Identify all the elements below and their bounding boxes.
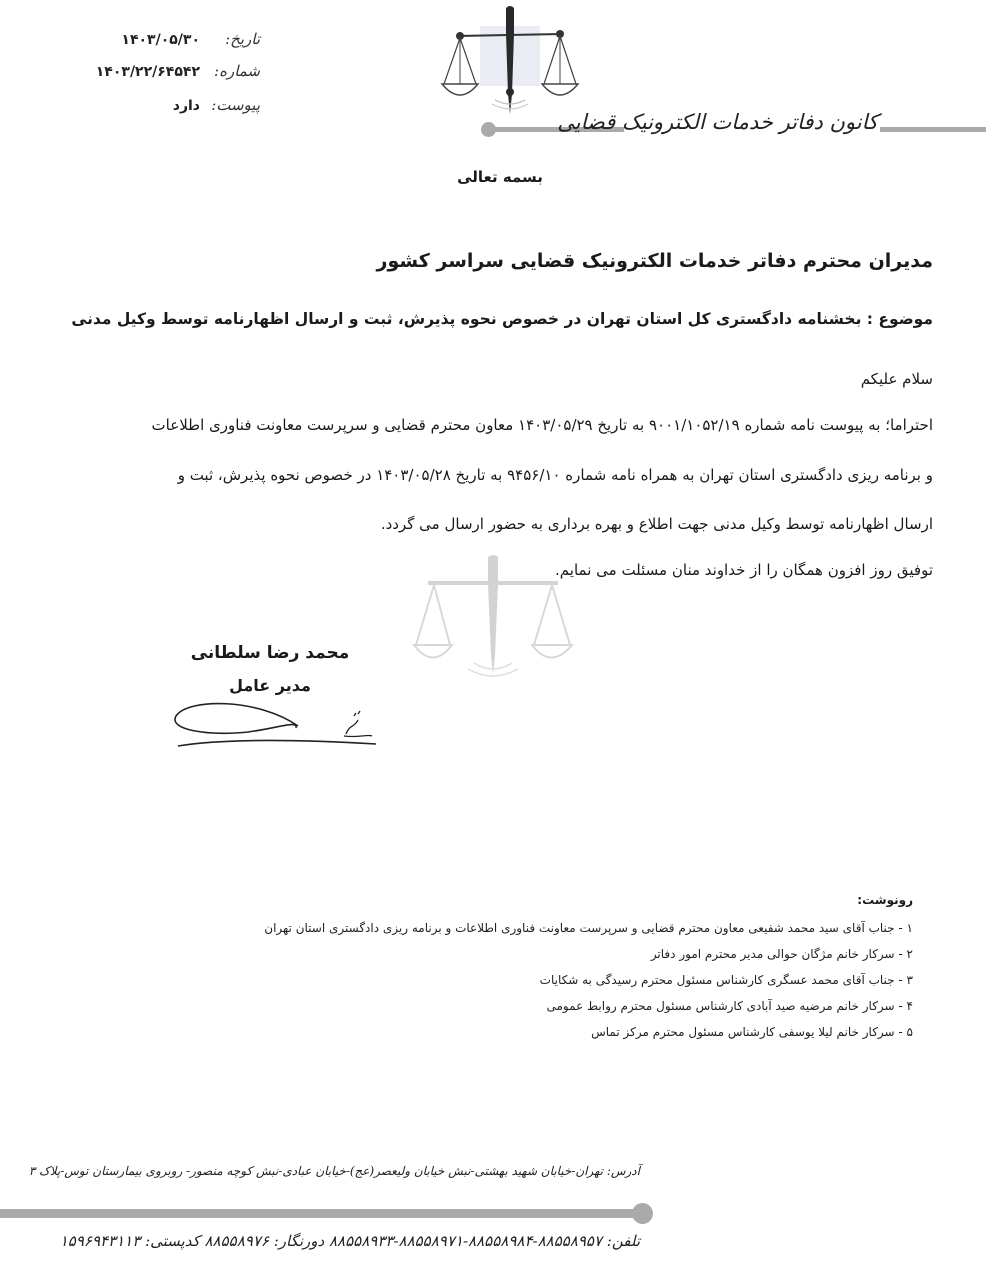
number-row bbox=[66, 62, 260, 80]
signer-title: مدیر عامل bbox=[229, 676, 311, 695]
attachment-row bbox=[140, 96, 260, 114]
cc-item: ۳ - جناب آقای محمد عسگری کارشناس مسئول محترم رسیدگی به شکایات bbox=[539, 973, 913, 987]
footer-rule-dot bbox=[632, 1203, 653, 1224]
cc-title: رونوشت: bbox=[857, 893, 913, 907]
attachment-label: پیوست: bbox=[211, 96, 260, 114]
header-rule-right bbox=[880, 127, 986, 132]
letter-recipient: مدیران محترم دفاتر خدمات الکترونیک قضایی سراسر کشور bbox=[376, 250, 933, 272]
letter-greeting: سلام علیکم bbox=[860, 370, 933, 388]
footer-address: آدرس: تهران-خیابان شهید بهشتی-نبش خیابان ولیعصر(عج)-خیابان عبادی-نبش کوچه منصور- روبروی بیمارستان توس-پلاک ۳ bbox=[28, 1164, 640, 1178]
cc-item: ۴ - سرکار خانم مرضیه صید آبادی کارشناس مسئول محترم روابط عمومی bbox=[546, 999, 913, 1013]
signer-name: محمد رضا سلطانی bbox=[190, 643, 350, 663]
letter-body-line: و برنامه ریزی دادگستری استان تهران به همراه نامه شماره ۹۴۵۶/۱۰ به تاریخ ۱۴۰۳/۰۵/۲۸ در خصوص نحوه پذیرش، ثبت و bbox=[177, 466, 933, 484]
letter-subject: موضوع : بخشنامه دادگستری کل استان تهران در خصوص نحوه پذیرش، ثبت و ارسال اظهارنامه توسط وکیل مدنی bbox=[71, 310, 933, 328]
cc-item: ۵ - سرکار خانم لیلا یوسفی کارشناس مسئول محترم مرکز تماس bbox=[591, 1025, 913, 1039]
footer-rule bbox=[0, 1209, 640, 1218]
letter-body-line: احتراما؛ به پیوست نامه شماره ۹۰۰۱/۱۰۵۲/۱۹ به تاریخ ۱۴۰۳/۰۵/۲۹ معاون محترم قضایی و سرپرست معاونت فناوری اطلاعات bbox=[151, 416, 933, 434]
scales-of-justice-logo bbox=[440, 4, 580, 116]
cc-item: ۲ - سرکار خانم مژگان حوالی مدیر محترم امور دفاتر bbox=[650, 947, 913, 961]
bismillah-heading: بسمه تعالی bbox=[457, 168, 543, 186]
handwritten-signature bbox=[168, 698, 383, 753]
date-row bbox=[90, 30, 260, 48]
cc-item: ۱ - جناب آقای سید محمد شفیعی معاون محترم قضایی و سرپرست معاونت فناوری اطلاعات و برنامه ریزی دادگستری استان تهران bbox=[264, 921, 913, 935]
letter-closing: توفیق روز افزون همگان را از خداوند منان مسئلت می نمایم. bbox=[555, 561, 933, 579]
watermark-seal bbox=[408, 555, 578, 705]
footer-phone: تلفن: ۸۸۵۵۸۹۵۷-۸۸۵۵۸۹۸۴-۸۸۵۵۸۹۷۱-۸۸۵۵۸۹۳۳ دورنگار: ۸۸۵۵۸۹۷۶ کدپستی: ۱۵۹۶۹۴۳۱۱۳ bbox=[59, 1232, 640, 1250]
number-label: شماره: bbox=[214, 62, 260, 80]
letter-body-line: ارسال اظهارنامه توسط وکیل مدنی جهت اطلاع و بهره برداری به حضور ارسال می گردد. bbox=[380, 515, 933, 533]
attachment-value: دارد bbox=[172, 98, 200, 114]
date-label: تاریخ: bbox=[225, 30, 260, 48]
date-value: ۱۴۰۳/۰۵/۳۰ bbox=[121, 32, 200, 48]
number-value: ۱۴۰۳/۲۲/۶۴۵۴۲ bbox=[95, 64, 200, 80]
organization-name: کانون دفاتر خدمات الکترونیک قضایی bbox=[557, 110, 878, 134]
